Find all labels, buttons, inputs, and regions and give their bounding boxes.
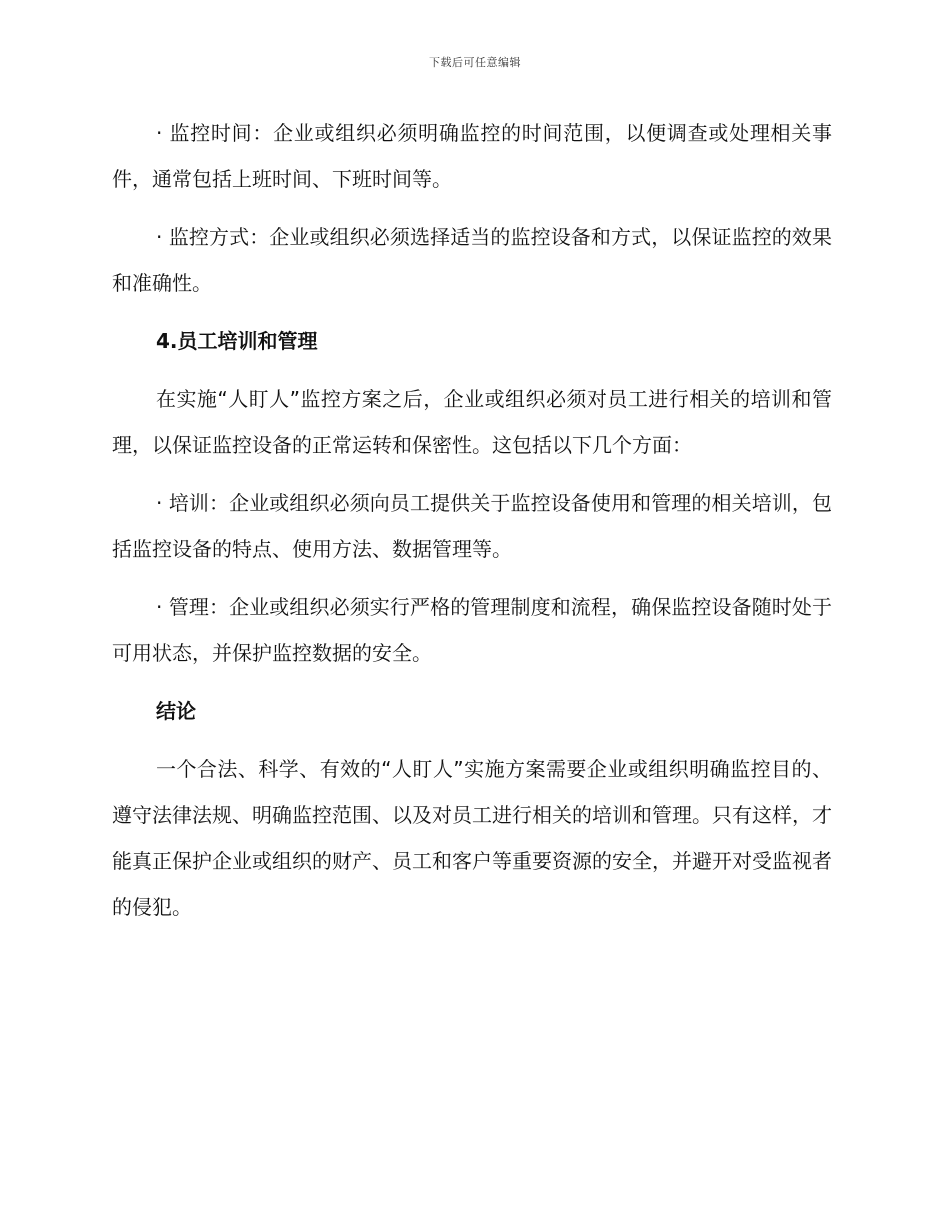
paragraph-conclusion: 一个合法、科学、有效的“人盯人”实施方案需要企业或组织明确监控目的、遵守法律法规、明确监控范围、以及对员工进行相关的培训和管理。只有这样，才能真正保护企业或组织的财产、员工和客户等重要资源的安全，并避开对受监视者的侵犯。 — [112, 757, 832, 919]
paragraph-monitoring-method: · 监控方式：企业或组织必须选择适当的监控设备和方式，以保证监控的效果和准确性。 — [112, 225, 832, 295]
paragraph-training: · 培训：企业或组织必须向员工提供关于监控设备使用和管理的相关培训，包括监控设备的特点、使用方法、数据管理等。 — [112, 491, 832, 561]
paragraph-management: · 管理：企业或组织必须实行严格的管理制度和流程，确保监控设备随时处于可用状态，并保护监控数据的安全。 — [112, 595, 832, 665]
page-header: 下载后可任意编辑 — [429, 56, 521, 69]
paragraph-training-intro: 在实施“人盯人”监控方案之后，企业或组织必须对员工进行相关的培训和管理，以保证监控设备的正常运转和保密性。这包括以下几个方面： — [112, 387, 832, 457]
paragraph-monitoring-time: · 监控时间：企业或组织必须明确监控的时间范围，以便调查或处理相关事件，通常包括上班时间、下班时间等。 — [112, 121, 832, 191]
section-heading-conclusion: 结论 — [156, 699, 196, 723]
section-heading-training: 4.员工培训和管理 — [156, 329, 318, 353]
document-body — [112, 110, 832, 942]
